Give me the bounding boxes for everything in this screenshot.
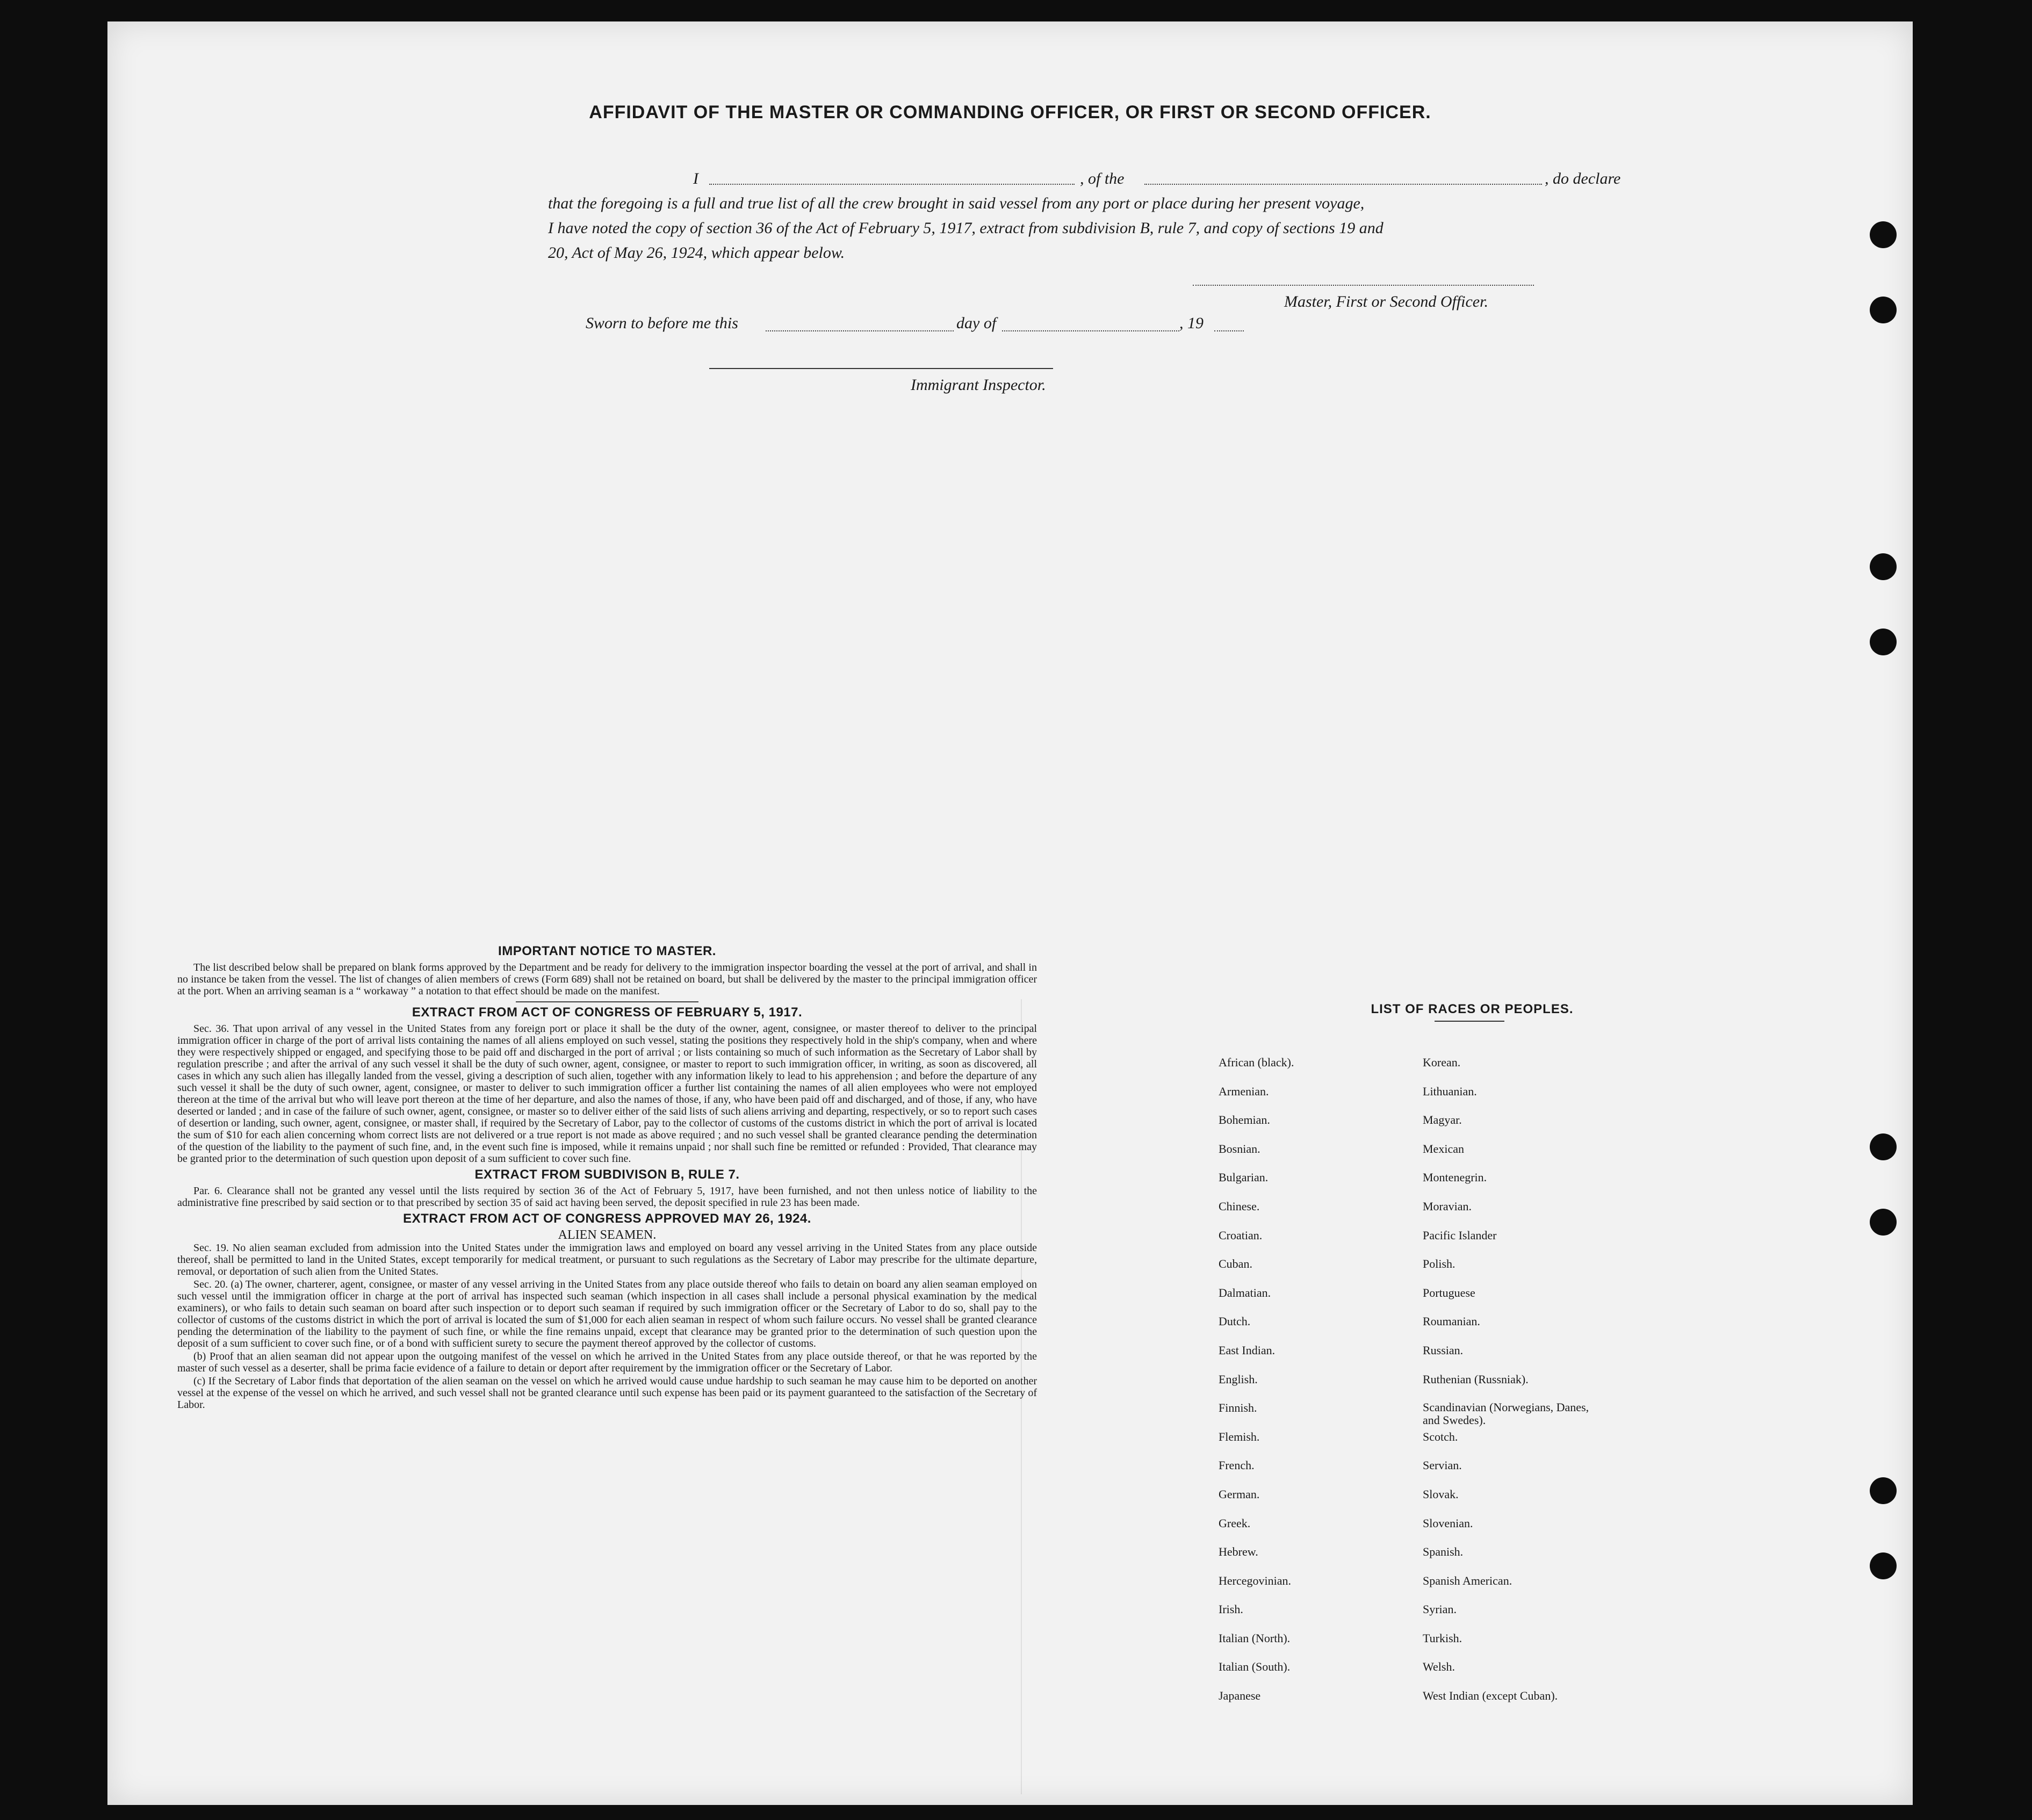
master-signature-line <box>1193 285 1534 286</box>
year-text: , 19 <box>1179 314 1204 332</box>
race-item: Pacific Islander <box>1423 1228 1497 1242</box>
race-item: Japanese <box>1219 1689 1261 1703</box>
races-column-2 <box>1423 1056 1605 1718</box>
affidavit-of-the: , of the <box>1080 170 1125 187</box>
race-item: Croatian. <box>1219 1228 1263 1242</box>
sec20a-text: Sec. 20. (a) The owner, charterer, agent, consignee, or master of any vessel arriving in the United States from any place outside thereof who fails to detain on board any alien seaman employed on such vessel until the immigration officer in charge at the port of arrival has inspected such seaman (which inspection in all cases shall include a personal physical examination by the medical examiners), or who fails to detain such seaman on board after such inspection or to deport such seaman if required by such immigration officer or the Secretary of Labor to do so, shall pay to the collector of customs of the customs district in which the port of arrival is located the sum of $1,000 for each alien seaman in respect of whom such failure occurs. No vessel shall be granted clearance pending the determination of the liability to the payment of such fine, or while the fine remains unpaid, except that clearance may be granted prior to the determination of such question upon the deposit of a sum sufficient to cover such fine, or of a bond with sufficient surety to secure the payment thereof approved by the collector of customs. <box>177 1279 1037 1349</box>
race-item: Irish. <box>1219 1602 1243 1616</box>
race-item: African (black). <box>1219 1056 1294 1069</box>
punch-hole <box>1870 629 1897 655</box>
race-item: Lithuanian. <box>1423 1084 1477 1098</box>
affidavit-title: AFFIDAVIT OF THE MASTER OR COMMANDING OFFICER, OR FIRST OR SECOND OFFICER. <box>589 102 1431 122</box>
sec20c-text: (c) If the Secretary of Labor finds that deportation of the alien seaman on the vessel on which he arrived would cause undue hardship to such seaman he may cause him to be deported on another vessel at the expense of the vessel on which he arrived, and such vessel shall not be granted clearance until such expense has been paid or its payment guaranteed to the satisfaction of the Secretary of Labor. <box>177 1375 1037 1411</box>
alien-seamen-subtitle: ALIEN SEAMEN. <box>558 1228 657 1242</box>
race-item: Italian (South). <box>1219 1660 1291 1674</box>
race-item: Hebrew. <box>1219 1545 1258 1559</box>
affidavit-line4: 20, Act of May 26, 1924, which appear below. <box>548 244 845 262</box>
sworn-text: Sworn to before me this <box>586 314 738 332</box>
extract3-title: EXTRACT FROM ACT OF CONGRESS APPROVED MAY 26, 1924. <box>403 1211 811 1226</box>
race-item: Servian. <box>1423 1458 1462 1472</box>
punch-hole <box>1870 297 1897 323</box>
year-blank <box>1214 330 1244 331</box>
inspector-signature-line <box>709 368 1053 369</box>
race-item: Dalmatian. <box>1219 1285 1271 1299</box>
race-item: Turkish. <box>1423 1631 1462 1645</box>
race-item: Portuguese <box>1423 1285 1475 1299</box>
race-item: Welsh. <box>1423 1660 1455 1674</box>
extract1-title: EXTRACT FROM ACT OF CONGRESS OF FEBRUARY 5, 1917. <box>412 1005 803 1020</box>
document-page <box>107 21 1913 1805</box>
race-item: Bohemian. <box>1219 1113 1270 1127</box>
race-item: West Indian (except Cuban). <box>1423 1689 1558 1703</box>
race-item: Cuban. <box>1219 1257 1252 1271</box>
extract1-text: Sec. 36. That upon arrival of any vessel in the United States from any foreign port or place it shall be the duty of the owner, agent, consignee, or master thereof to deliver to the principal immigration officer in charge of the port of arrival lists containing the names of all aliens employed on such vessel, stating the positions they respectively hold in the ship's company, when and where they were respectively shipped or engaged, and specifying those to be paid off and discharged in the port of arrival ; or lists containing so much of such information as the Secretary of Labor shall by regulation prescribe ; and after the arrival of any such vessel it shall be the duty of such owner, agent, consignee, or master to report to such immigration officer, in writing, as soon as discovered, all cases in which any such alien has illegally landed from the vessel, giving a description of such alien, together with any information likely to lead to his apprehension ; and before the departure of any such vessel it shall be the duty of such owner, agent, consignee, or master to deliver to such immigration officer a further list containing the names of all alien employees who were not employed thereon at the time of the arrival but who will leave port thereon at the time of her departure, and also the names of those, if any, who have been paid off and discharged, and of those, if any, who have deserted or landed ; and in case of the failure of such owner, agent, consignee, or master so to deliver either of the said lists of such aliens arriving and departing, respectively, or so to report such cases of desertion or landing, such owner, agent, consignee, or master shall, if required by the Secretary of Labor, pay to the collector of customs of the customs district in which the port of arrival is located the sum of $10 for each alien concerning whom correct lists are not delivered or a true report is not made as above required ; and no such vessel shall be granted clearance pending the determination of the question of the liability to the payment of such fine, and, in the event such fine is imposed, while it remains unpaid ; nor shall such fine be remitted or refunded : Provided, That clearance may be granted prior to the determination of such question upon deposit of a sum sufficient to cover such fine. <box>177 1023 1037 1165</box>
race-item: Flemish. <box>1219 1429 1260 1443</box>
divider <box>516 1001 698 1002</box>
race-item: Dutch. <box>1219 1315 1251 1328</box>
affidavit-i: I <box>693 170 698 187</box>
race-item: Roumanian. <box>1423 1315 1480 1328</box>
punch-hole <box>1870 553 1897 580</box>
race-item: Ruthenian (Russniak). <box>1423 1372 1529 1386</box>
punch-hole <box>1870 1209 1897 1236</box>
race-item: Moravian. <box>1423 1199 1472 1213</box>
punch-hole <box>1870 1552 1897 1579</box>
race-item: Montenegrin. <box>1423 1171 1487 1185</box>
race-item: Bulgarian. <box>1219 1171 1269 1185</box>
master-signature-label: Master, First or Second Officer. <box>1284 293 1488 310</box>
day-of-text: day of <box>956 314 997 332</box>
extract2-title: EXTRACT FROM SUBDIVISON B, RULE 7. <box>474 1167 740 1182</box>
notice-text: The list described below shall be prepared on blank forms approved by the Department and be ready for delivery to the immigration inspector boarding the vessel at the port of arrival, and shall in no instance be taken from the vessel. The list of changes of alien members of crews (Form 689) shall not be retained on board, but shall be delivered by the master to the principal immigration officer at the port. When an arriving seaman is a “ workaway ” a notation to that effect should be made on the manifest. <box>177 962 1037 997</box>
punch-hole <box>1870 221 1897 248</box>
race-item: Italian (North). <box>1219 1631 1291 1645</box>
vessel-blank <box>1144 184 1542 185</box>
race-item: Slovenian. <box>1423 1516 1473 1530</box>
race-item: Korean. <box>1423 1056 1461 1069</box>
sworn-day-blank <box>766 330 954 331</box>
races-title-underline <box>1435 1021 1504 1022</box>
race-item: English. <box>1219 1372 1258 1386</box>
affidavit-line2: that the foregoing is a full and true list of all the crew brought in said vessel from any port or place during her present voyage, <box>548 194 1365 212</box>
race-item: French. <box>1219 1458 1255 1472</box>
race-item: Mexican <box>1423 1142 1464 1155</box>
punch-hole <box>1870 1477 1897 1504</box>
race-item: Spanish. <box>1423 1545 1464 1559</box>
punch-hole <box>1870 1133 1897 1160</box>
extract2-text: Par. 6. Clearance shall not be granted any vessel until the lists required by section 36 of the Act of February 5, 1917, have been furnished, and not then unless notice of liability to the administrative fine prescribed by said section or to that prescribed by section 35 of said act having been served, the deposit specified in rule 23 has been made. <box>177 1185 1037 1209</box>
race-item: Hercegovinian. <box>1219 1573 1291 1587</box>
month-blank <box>1002 330 1179 331</box>
race-item: Spanish American. <box>1423 1573 1512 1587</box>
race-item: Scandinavian (Norwegians, Danes, and Swedes). <box>1423 1400 1589 1427</box>
sec19-text: Sec. 19. No alien seaman excluded from admission into the United States under the immigration laws and employed on board any vessel arriving in the United States from any place outside thereof, shall be permitted to land in the United States, except temporarily for medical treatment, or pursuant to such regulations as the Secretary of Labor may prescribe for the ultimate departure, removal, or deportation of such alien from the United States. <box>177 1242 1037 1277</box>
race-item: Armenian. <box>1219 1084 1269 1098</box>
race-item: Slovak. <box>1423 1487 1459 1501</box>
race-item: German. <box>1219 1487 1260 1501</box>
race-item: Polish. <box>1423 1257 1455 1271</box>
inspector-label: Immigrant Inspector. <box>911 376 1046 394</box>
race-item: Magyar. <box>1423 1113 1462 1127</box>
race-item: Russian. <box>1423 1343 1464 1357</box>
race-item: Chinese. <box>1219 1199 1260 1213</box>
race-item: Syrian. <box>1423 1602 1457 1616</box>
race-item: Scotch. <box>1423 1429 1458 1443</box>
affidavit-declare: , do declare <box>1545 170 1621 187</box>
affidavit-line3: I have noted the copy of section 36 of the Act of February 5, 1917, extract from subdivision B, rule 7, and copy of sections 19 and <box>548 219 1384 237</box>
sec20b-text: (b) Proof that an alien seaman did not appear upon the outgoing manifest of the vessel on which he arrived in the United States from any place outside thereof, or that he was reported by the master of such vessel as a deserter, shall be prima facie evidence of a failure to detain or deport after requirement by the immigration officer or the Secretary of Labor. <box>177 1350 1037 1374</box>
notice-title: IMPORTANT NOTICE TO MASTER. <box>498 944 716 958</box>
races-title: LIST OF RACES OR PEOPLES. <box>1371 1002 1574 1016</box>
race-item: Bosnian. <box>1219 1142 1260 1155</box>
name-blank <box>709 184 1075 185</box>
race-item: Finnish. <box>1219 1401 1257 1415</box>
races-column-1 <box>1219 1056 1294 1718</box>
notice-section <box>177 941 1037 1412</box>
race-item: East Indian. <box>1219 1343 1276 1357</box>
race-item: Greek. <box>1219 1516 1251 1530</box>
